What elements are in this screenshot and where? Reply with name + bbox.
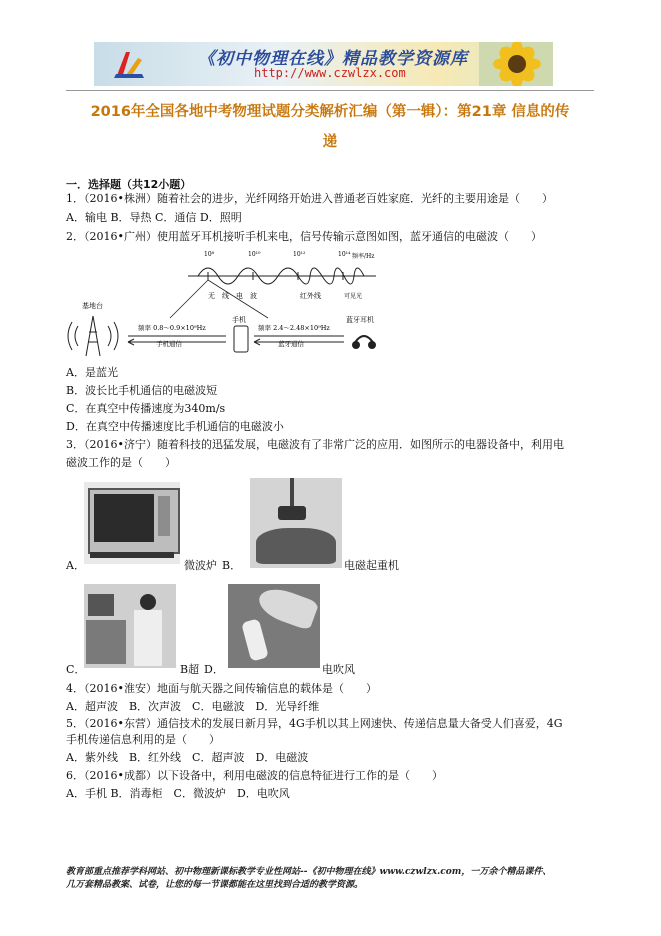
phone-label: 手机 <box>232 316 246 324</box>
q3-stem: 3．（2016•济宁）随着科技的迅猛发展，电磁波有了非常广泛的应用．如图所示的电器设备中，利用电 <box>66 438 564 451</box>
q5-stem: 5．（2016•东营）通信技术的发展日新月异，4G手机以其上网速快、传递信息量大备受人们喜爱，4G <box>66 717 563 730</box>
header-divider <box>66 90 594 91</box>
q3-option-b-text: 电磁起重机 <box>344 559 399 572</box>
q3-option-a-label: A． <box>66 559 85 572</box>
bt-freq-label: 频率 2.4～2.48×10⁹Hz <box>258 324 330 332</box>
banner-title: 《初中物理在线》精品教学资源库 <box>198 49 468 69</box>
footer-line-2: 几万套精品教案、试卷，让您的每一节课都能在这里找到合适的教学资源。 <box>66 880 364 890</box>
q3-option-d-label: D． <box>204 663 224 676</box>
phone-freq-label: 频率 0.8～0.9×10⁹Hz <box>138 324 206 332</box>
q5-stem-continued: 手机传递信息利用的是（ ） <box>66 733 220 746</box>
bt-comm-label: 蓝牙通信 <box>278 340 304 348</box>
q3-option-d-text: 电吹风 <box>322 663 355 676</box>
q3-option-a-text: 微波炉 <box>184 559 217 572</box>
tick-1e14: 10¹⁴ <box>338 251 351 258</box>
sunflower-icon <box>479 42 553 86</box>
tick-1e10: 10¹⁰ <box>248 251 261 258</box>
phone-comm-label: 手机通信 <box>156 340 182 348</box>
q6-options: A．手机 B．消毒柜 C．微波炉 D．电吹风 <box>66 787 290 800</box>
bluetooth-headset-icon <box>352 336 376 349</box>
q1-stem: 1．（2016•株洲）随着社会的进步，光纤网络开始进入普通老百姓家庭．光纤的主要用途是（ ） <box>66 192 553 205</box>
header-banner <box>94 42 553 86</box>
hair-dryer-image <box>228 584 320 668</box>
q3-stem-continued: 磁波工作的是（ ） <box>66 456 176 469</box>
q1-options: A．输电 B．导热 C．通信 D．照明 <box>66 211 242 224</box>
band-infrared: 红外线 <box>300 292 321 300</box>
tick-1e12: 10¹² <box>293 251 306 258</box>
page-title: 2016年全国各地中考物理试题分类解析汇编（第一辑）：第21章 信息的传 <box>90 104 570 120</box>
q3-option-c-text: B超 <box>180 663 200 676</box>
signal-transmission-diagram <box>58 246 398 364</box>
site-logo-icon <box>112 48 146 80</box>
bt-headset-label: 蓝牙耳机 <box>346 316 374 324</box>
q6-stem: 6．（2016•成都）以下设备中，利用电磁波的信息特征进行工作的是（ ） <box>66 769 443 782</box>
section-heading: 一．选择题（共12小题） <box>66 178 192 191</box>
phone-icon <box>234 326 248 352</box>
q3-option-c-label: C． <box>66 663 86 676</box>
q3-option-b-label: B． <box>222 559 242 572</box>
banner-url[interactable]: http://www.czwlzx.com <box>254 66 406 80</box>
band-radio: 无 线 电 波 <box>208 292 257 300</box>
footer-line-1: 教育部重点推荐学科网站、初中物理新课标教学专业性网站--《初中物理在线》www.czwlzx.com，一万余个精品课件、 <box>66 867 552 877</box>
q5-options: A．紫外线 B．红外线 C．超声波 D．电磁波 <box>66 751 309 764</box>
q2-option-d: D．在真空中传播速度比手机通信的电磁波小 <box>66 420 284 433</box>
electromagnetic-crane-image <box>250 478 342 568</box>
b-ultrasound-image <box>84 584 176 668</box>
base-station-icon <box>68 316 118 356</box>
microwave-image <box>84 482 180 564</box>
q2-option-a: A．是蓝光 <box>66 366 118 379</box>
base-station-label: 基地台 <box>82 302 103 310</box>
page-title-continued: 递 <box>322 134 338 150</box>
q2-stem: 2．（2016•广州）使用蓝牙耳机接听手机来电，信号传输示意图如图，蓝牙通信的电磁波（ ） <box>66 230 542 243</box>
band-visible: 可见光 <box>344 293 363 300</box>
axis-label: 频率/Hz <box>352 253 375 260</box>
q4-stem: 4．（2016•淮安）地面与航天器之间传输信息的载体是（ ） <box>66 682 377 695</box>
q2-option-c: C．在真空中传播速度为340m/s <box>66 402 226 415</box>
q4-options: A．超声波 B．次声波 C．电磁波 D．光导纤维 <box>66 700 320 713</box>
tick-1e8: 10⁸ <box>204 251 215 258</box>
q2-option-b: B．波长比手机通信的电磁波短 <box>66 384 218 397</box>
